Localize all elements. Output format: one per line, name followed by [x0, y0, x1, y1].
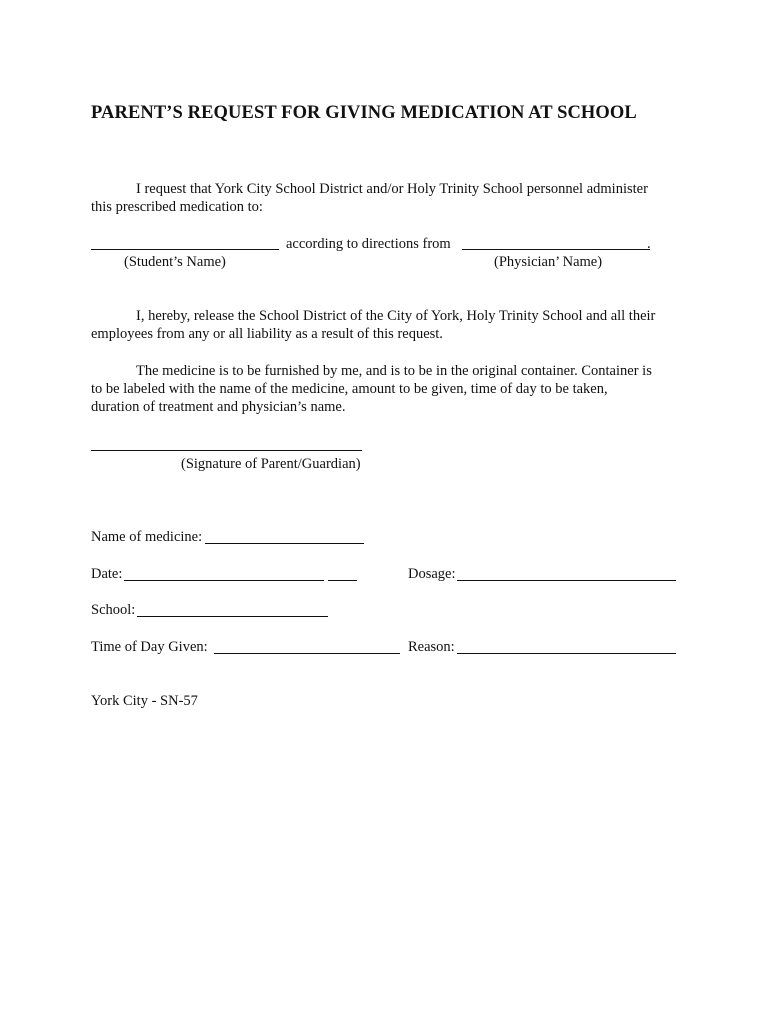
medicine-note-line-3: duration of treatment and physician’s name.: [91, 399, 346, 415]
signature-field[interactable]: [91, 450, 362, 451]
reason-label: Reason:: [408, 639, 455, 655]
reason-field[interactable]: [457, 653, 676, 654]
release-line-1: I, hereby, release the School District of the City of York, Holy Trinity School and all their: [136, 308, 656, 324]
student-name-label: (Student’s Name): [124, 254, 226, 270]
physician-name-label: (Physician’ Name): [494, 254, 603, 270]
form-title: PARENT’S REQUEST FOR GIVING MEDICATION AT SCHOOL: [91, 103, 637, 123]
medicine-note-line-2: to be labeled with the name of the medicine, amount to be given, time of day to be taken,: [91, 381, 608, 397]
student-name-field[interactable]: [91, 249, 279, 250]
dosage-field[interactable]: [457, 580, 676, 581]
signature-label: (Signature of Parent/Guardian): [181, 456, 361, 472]
medicine-name-label: Name of medicine:: [91, 529, 203, 545]
directions-period: .: [647, 236, 651, 252]
form-code: York City - SN-57: [91, 693, 198, 709]
date-field-extension[interactable]: [328, 580, 357, 581]
school-field[interactable]: [137, 616, 328, 617]
time-of-day-field[interactable]: [214, 653, 400, 654]
release-line-2: employees from any or all liability as a result of this request.: [91, 326, 443, 342]
dosage-label: Dosage:: [408, 566, 456, 582]
medicine-name-field[interactable]: [205, 543, 364, 544]
intro-line-2: this prescribed medication to:: [91, 199, 263, 215]
physician-name-field[interactable]: [462, 249, 650, 250]
directions-text: according to directions from: [286, 236, 451, 252]
school-label: School:: [91, 602, 136, 618]
intro-line-1: I request that York City School District and/or Holy Trinity School personnel administer: [136, 181, 648, 197]
date-label: Date:: [91, 566, 123, 582]
medicine-note-line-1: The medicine is to be furnished by me, and is to be in the original container. Container is: [136, 363, 652, 379]
date-field[interactable]: [124, 580, 324, 581]
time-of-day-label: Time of Day Given:: [91, 639, 208, 655]
